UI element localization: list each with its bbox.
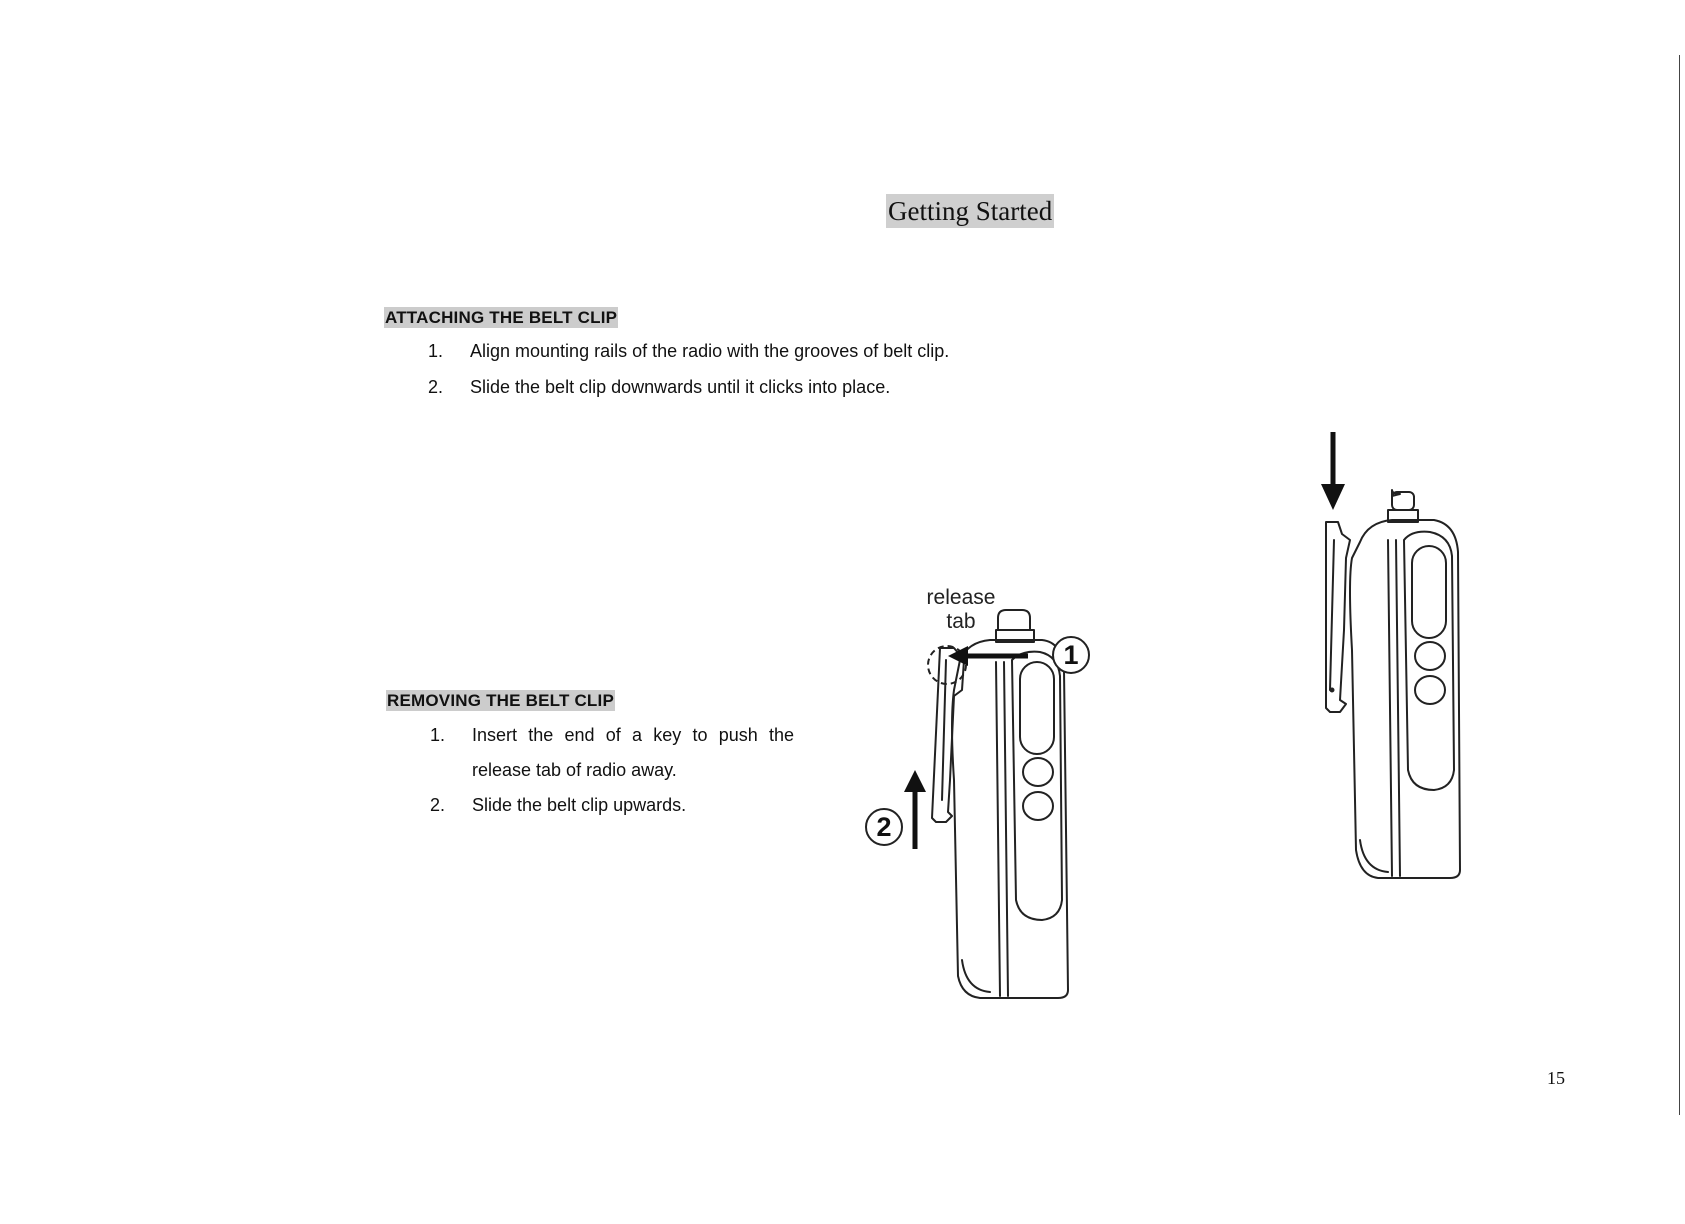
attaching-step-2-number: 2. [428,377,444,397]
page-title: Getting Started [888,196,1053,226]
radio-attaching-clip-illustration [1300,430,1480,890]
removing-step-2-number: 2. [430,795,446,815]
removing-step-1-text: Insert the end of a key to push the [472,725,794,745]
page-edge-rule [1679,55,1680,1115]
release-tab-label-line-2: tab [946,610,976,633]
release-tab-label-line-1: release [926,586,996,609]
attaching-step-1-text: Align mounting rails of the radio with the grooves of belt clip. [470,341,950,361]
callout-2-marker: 2 [865,808,903,846]
release-tab-label [916,586,1006,634]
removing-step-2-text: Slide the belt clip upwards. [472,795,687,815]
removing-step-1-continuation: release tab of radio away. [472,760,677,780]
removing-heading: REMOVING THE BELT CLIP [387,691,614,710]
attaching-step-2-text: Slide the belt clip downwards until it clicks into place. [470,377,891,397]
removing-step-1-number: 1. [430,725,446,745]
attaching-heading: ATTACHING THE BELT CLIP [385,308,618,327]
page-number: 15 [1547,1068,1565,1088]
callout-1-marker: 1 [1052,636,1090,674]
attaching-step-1-number: 1. [428,341,444,361]
